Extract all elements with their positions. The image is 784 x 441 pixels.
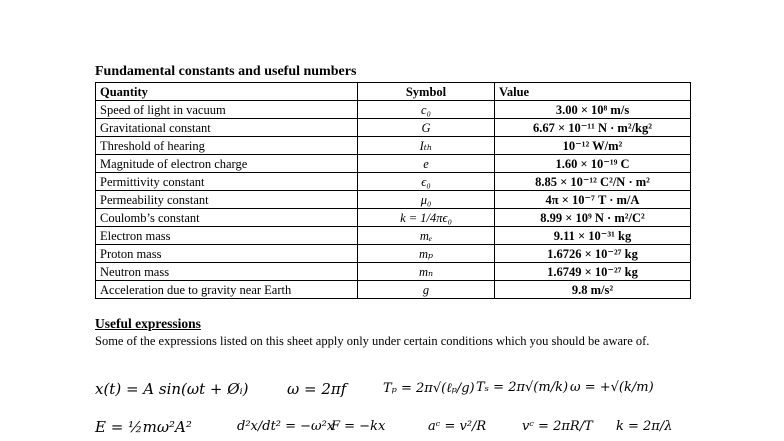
symbol-cell: mₚ: [358, 245, 495, 263]
quantity-cell: Threshold of hearing: [96, 137, 358, 155]
table-row: [96, 263, 691, 281]
header-symbol: Symbol: [358, 83, 495, 101]
value-cell: 9.11 × 10⁻³¹ kg: [495, 227, 691, 245]
table-row: [96, 137, 691, 155]
value-cell: 6.67 × 10⁻¹¹ N · m²/kg²: [495, 119, 691, 137]
equation-circular-velocity: vᶜ = 2πR/T: [522, 419, 593, 434]
table-row: [96, 209, 691, 227]
symbol-cell: ϵ₀: [358, 173, 495, 191]
value-cell: 8.99 × 10⁹ N · m²/C²: [495, 209, 691, 227]
equation-energy: E = ½mω²A²: [95, 418, 192, 436]
page-title: Fundamental constants and useful numbers: [95, 64, 357, 79]
table-row: [96, 173, 691, 191]
table-row: [96, 227, 691, 245]
quantity-cell: Gravitational constant: [96, 119, 358, 137]
equation-wavenumber: k = 2π/λ: [616, 419, 673, 434]
symbol-cell: Iₜₕ: [358, 137, 495, 155]
quantity-cell: Electron mass: [96, 227, 358, 245]
value-cell: 1.60 × 10⁻¹⁹ C: [495, 155, 691, 173]
quantity-cell: Permittivity constant: [96, 173, 358, 191]
useful-expressions-note: Some of the expressions listed on this sheet apply only under certain conditions which you should be aware of.: [95, 334, 650, 348]
value-cell: 1.6749 × 10⁻²⁷ kg: [495, 263, 691, 281]
header-value: Value: [495, 83, 691, 101]
quantity-cell: Magnitude of electron charge: [96, 155, 358, 173]
quantity-cell: Coulomb’s constant: [96, 209, 358, 227]
symbol-cell: μ₀: [358, 191, 495, 209]
equation-hooke: F = −kx: [331, 419, 386, 434]
constants-table: [95, 82, 691, 299]
quantity-cell: Proton mass: [96, 245, 358, 263]
equation-omega-f: ω = 2πf: [287, 380, 347, 398]
equation-acceleration: d²x/dt² = −ω²x: [237, 419, 335, 434]
equation-period-spring: Tₛ = 2π√(m/k): [476, 380, 569, 395]
table-header-row: [96, 83, 691, 101]
symbol-cell: k = 1/4πϵ₀: [358, 209, 495, 227]
equation-period-pendulum: Tₚ = 2π√(ℓₚ/g): [383, 381, 475, 396]
symbol-cell: mₑ: [358, 227, 495, 245]
symbol-cell: c₀: [358, 101, 495, 119]
symbol-cell: G: [358, 119, 495, 137]
quantity-cell: Permeability constant: [96, 191, 358, 209]
value-cell: 3.00 × 10⁸ m/s: [495, 101, 691, 119]
value-cell: 1.6726 × 10⁻²⁷ kg: [495, 245, 691, 263]
table-row: [96, 191, 691, 209]
quantity-cell: Neutron mass: [96, 263, 358, 281]
table-row: [96, 119, 691, 137]
equation-omega-spring: ω = +√(k/m): [570, 380, 654, 395]
table-row: [96, 245, 691, 263]
quantity-cell: Acceleration due to gravity near Earth: [96, 281, 358, 299]
value-cell: 9.8 m/s²: [495, 281, 691, 299]
quantity-cell: Speed of light in vacuum: [96, 101, 358, 119]
symbol-cell: g: [358, 281, 495, 299]
table-row: [96, 101, 691, 119]
table-row: [96, 155, 691, 173]
table-row: [96, 281, 691, 299]
value-cell: 10⁻¹² W/m²: [495, 137, 691, 155]
equation-centripetal: aᶜ = v²/R: [428, 419, 487, 434]
equation-position: x(t) = A sin(ωt + Øᵢ): [95, 380, 249, 398]
symbol-cell: e: [358, 155, 495, 173]
useful-expressions-heading: Useful expressions: [95, 316, 201, 331]
symbol-cell: mₙ: [358, 263, 495, 281]
header-quantity: Quantity: [96, 83, 358, 101]
value-cell: 4π × 10⁻⁷ T · m/A: [495, 191, 691, 209]
value-cell: 8.85 × 10⁻¹² C²/N · m²: [495, 173, 691, 191]
